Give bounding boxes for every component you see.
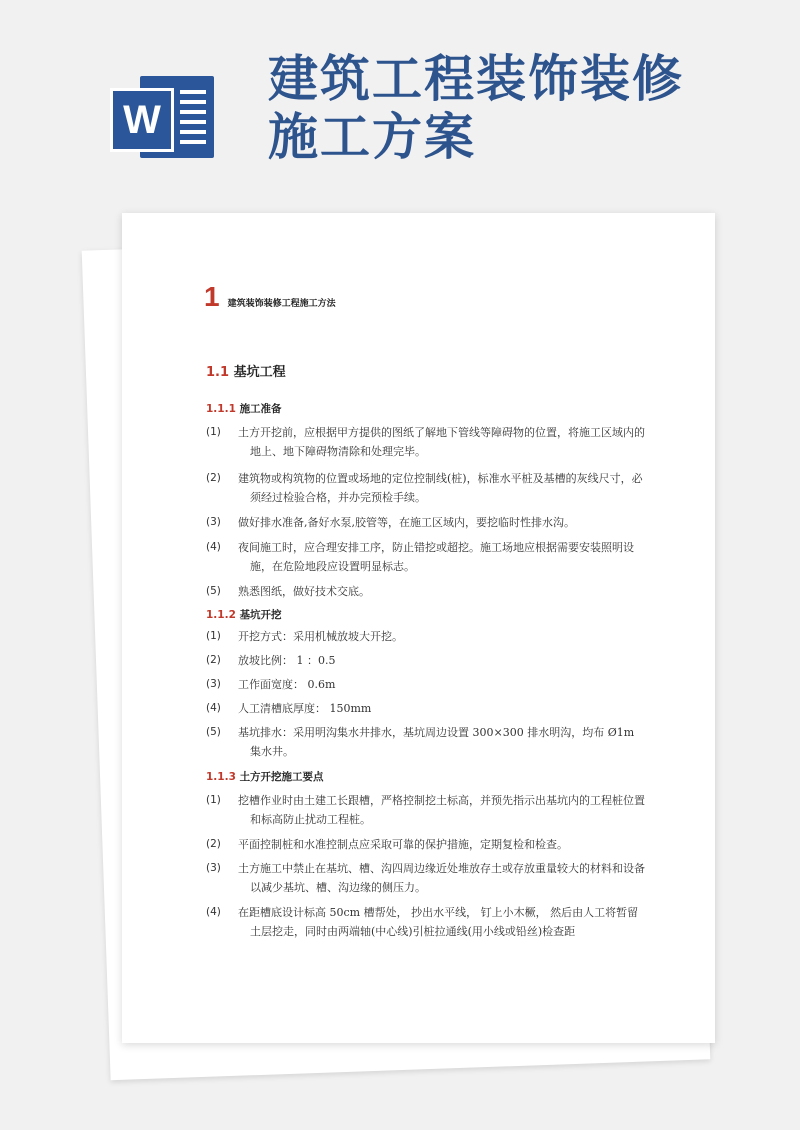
item-index: (2) [206, 472, 221, 484]
chapter-title: 建筑装饰装修工程施工方法 [227, 299, 336, 309]
subsection-heading [206, 401, 282, 416]
item-index: (1) [206, 794, 221, 806]
item-index: (3) [206, 862, 221, 874]
item-text: 挖槽作业时由土建工长跟槽，严格控制挖土标高，并预先指示出基坑内的工程桩位置和标高防止扰动工程桩。 [238, 794, 645, 826]
section-title: 基坑工程 [233, 365, 286, 380]
subsection-title: 施工准备 [239, 403, 282, 415]
item-index: (1) [206, 426, 221, 438]
list-item [206, 675, 646, 694]
subsection-number: 1.1.3 [206, 771, 236, 783]
list-item [206, 859, 646, 897]
item-text: 在距槽底设计标高 50cm 槽帮处， 抄出水平线， 钉上小木橛， 然后由人工将暂留土层挖走，同时由两端轴(中心线)引桩拉通线(用小线或铅丝)检查距 [238, 906, 639, 938]
item-index: (1) [206, 630, 221, 642]
item-index: (4) [206, 906, 221, 918]
subsection-title: 基坑开挖 [239, 609, 282, 621]
list-item [206, 835, 646, 854]
list-item [206, 538, 646, 576]
list-item [206, 627, 646, 646]
item-index: (5) [206, 726, 221, 738]
item-text: 人工清槽底厚度： 150mm [238, 702, 372, 715]
list-item [206, 791, 646, 829]
word-badge: W [110, 88, 174, 152]
list-item [206, 582, 646, 601]
item-text: 土方施工中禁止在基坑、槽、沟四周边缘近处堆放存土或存放重量较大的材料和设备以减少基坑、槽、沟边缘的侧压力。 [238, 862, 645, 894]
item-text: 平面控制桩和水准控制点应采取可靠的保护措施，定期复检和检查。 [238, 838, 568, 851]
item-index: (3) [206, 678, 221, 690]
list-item [206, 423, 646, 461]
item-index: (4) [206, 702, 221, 714]
item-index: (2) [206, 654, 221, 666]
title-line-1: 建筑工程装饰装修 [268, 49, 684, 108]
item-text: 工作面宽度： 0.6m [238, 678, 336, 691]
item-text: 夜间施工时，应合理安排工序，防止错挖或超挖。施工场地应根据需要安装照明设施，在危险地段应设置明显标志。 [238, 541, 634, 573]
chapter-heading [204, 283, 336, 311]
subsection-number: 1.1.1 [206, 403, 236, 415]
item-text: 开挖方式：采用机械放坡大开挖。 [238, 630, 403, 643]
list-item [206, 469, 646, 507]
item-text: 土方开挖前，应根据甲方提供的图纸了解地下管线等障碍物的位置，将施工区域内的地上、地下障碍物清除和处理完毕。 [238, 426, 645, 458]
subsection-heading [206, 607, 282, 622]
list-item [206, 513, 646, 532]
section-number: 1.1 [206, 365, 230, 380]
item-index: (2) [206, 838, 221, 850]
item-text: 放坡比例： 1 ：0.5 [238, 654, 336, 667]
list-item [206, 723, 646, 761]
list-item [206, 651, 646, 670]
list-item [206, 903, 646, 941]
subsection-heading [206, 769, 324, 784]
item-text: 熟悉图纸，做好技术交底。 [238, 585, 370, 598]
chapter-number: 1 [204, 281, 220, 312]
word-icon [110, 76, 214, 158]
item-text: 建筑物或构筑物的位置或场地的定位控制线(桩)，标准水平桩及基槽的灰线尺寸，必须经过检验合格，并办完预检手续。 [238, 472, 643, 504]
item-index: (3) [206, 516, 221, 528]
title-line-2: 施工方案 [268, 107, 476, 166]
section-heading [206, 361, 286, 380]
list-item [206, 699, 646, 718]
item-text: 基坑排水：采用明沟集水井排水，基坑周边设置 300×300 排水明沟，均布 Ø1m 集水井。 [238, 726, 635, 758]
item-text: 做好排水准备,备好水泵,胶管等，在施工区域内，要挖临时性排水沟。 [238, 516, 575, 529]
page-title [268, 50, 728, 166]
subsection-title: 土方开挖施工要点 [239, 771, 324, 783]
item-index: (5) [206, 585, 221, 597]
item-index: (4) [206, 541, 221, 553]
document-page [122, 213, 715, 1043]
subsection-number: 1.1.2 [206, 609, 236, 621]
